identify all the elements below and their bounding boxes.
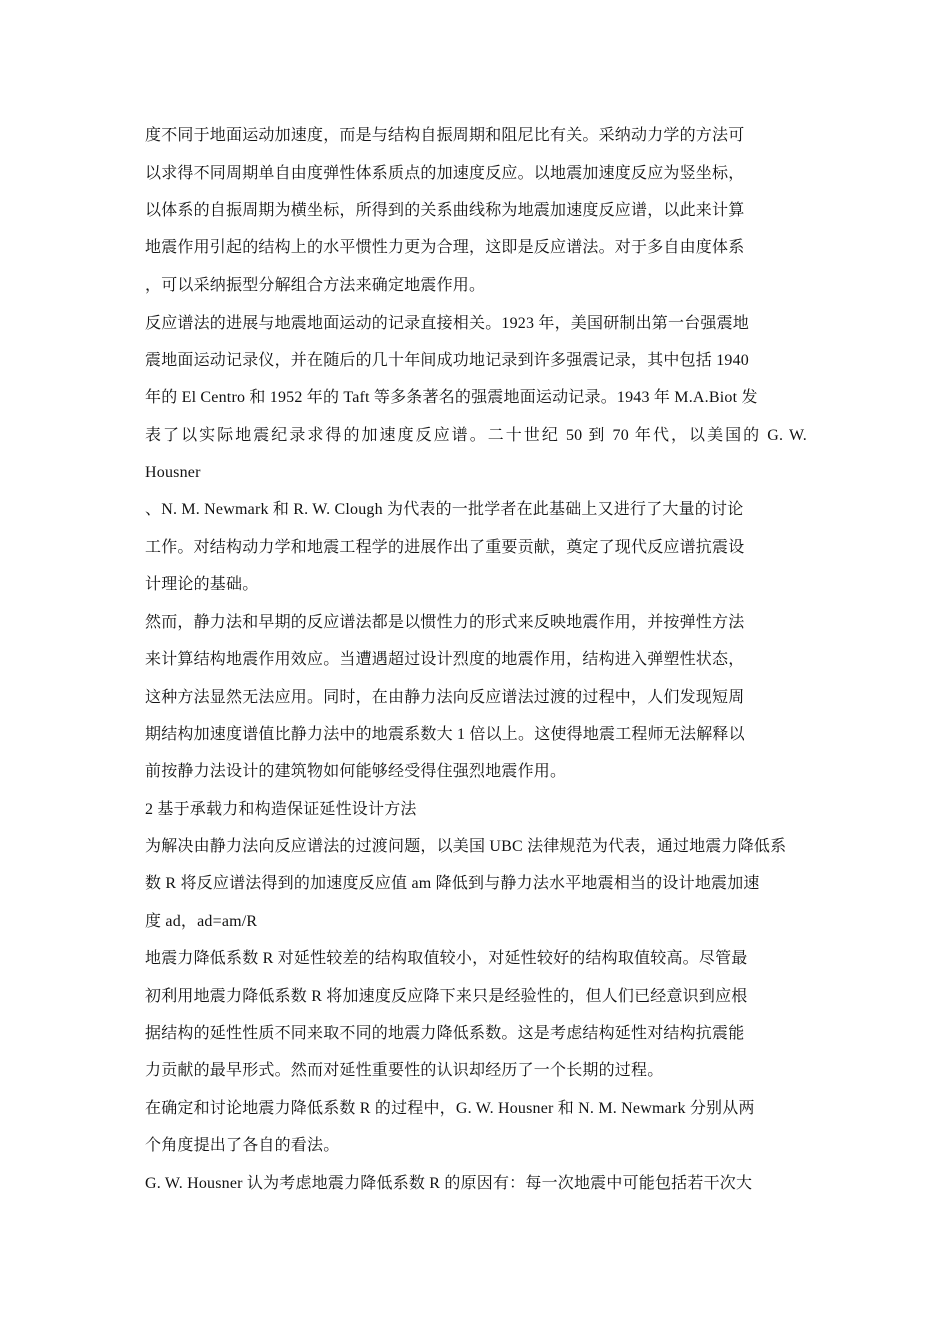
text-line: 表了以实际地震纪录求得的加速度反应谱。二十世纪 50 到 70 年代，以美国的 G. W. [145,427,807,444]
text-line: 震地面运动记录仪，并在随后的几十年间成功地记录到许多强震记录，其中包括 1940 [145,352,750,369]
text-line: ，可以采纳振型分解组合方法来确定地震作用。 [145,277,486,294]
text-line: 个角度提出了各自的看法。 [145,1137,340,1154]
text-line: 在确定和讨论地震力降低系数 R 的过程中，G. W. Housner 和 N. M. Newmark 分别从两 [145,1100,755,1117]
text-line: 据结构的延性性质不同来取不同的地震力降低系数。这是考虑结构延性对结构抗震能 [145,1025,745,1042]
text-line: 以求得不同周期单自由度弹性体系质点的加速度反应。以地震加速度反应为竖坐标， [145,165,745,182]
text-line: 为解决由静力法向反应谱法的过渡问题，以美国 UBC 法律规范为代表，通过地震力降低系 [145,838,787,855]
text-line: 反应谱法的进展与地震地面运动的记录直接相关。1923 年，美国研制出第一台强震地 [145,315,750,332]
text-line: 度不同于地面运动加速度，而是与结构自振周期和阻尼比有关。采纳动力学的方法可 [145,127,745,144]
text-line: 以体系的自振周期为横坐标，所得到的关系曲线称为地震加速度反应谱，以此来计算 [145,202,745,219]
text-line: 工作。对结构动力学和地震工程学的进展作出了重要贡献，奠定了现代反应谱抗震设 [145,539,745,556]
text-line: 然而，静力法和早期的反应谱法都是以惯性力的形式来反映地震作用，并按弹性方法 [145,614,745,631]
text-line: Housner [145,464,201,481]
text-line: 地震作用引起的结构上的水平惯性力更为合理，这即是反应谱法。对于多自由度体系 [145,239,745,256]
text-line: 来计算结构地震作用效应。当遭遇超过设计烈度的地震作用，结构进入弹塑性状态， [145,651,745,668]
text-line: 前按静力法设计的建筑物如何能够经受得住强烈地震作用。 [145,763,567,780]
text-line: G. W. Housner 认为考虑地震力降低系数 R 的原因有：每一次地震中可能包括若干次大 [145,1175,753,1192]
text-line: 初利用地震力降低系数 R 将加速度反应降下来只是经验性的，但人们已经意识到应根 [145,988,748,1005]
text-line: 力贡献的最早形式。然而对延性重要性的认识却经历了一个长期的过程。 [145,1062,664,1079]
text-line: 、N. M. Newmark 和 R. W. Clough 为代表的一批学者在此基础上又进行了大量的讨论 [145,501,744,518]
text-line: 度 ad，ad=am/R [145,913,258,930]
section-heading: 2 基于承载力和构造保证延性设计方法 [145,801,417,818]
text-line: 期结构加速度谱值比静力法中的地震系数大 1 倍以上。这使得地震工程师无法解释以 [145,726,745,743]
text-line: 这种方法显然无法应用。同时，在由静力法向反应谱法过渡的过程中，人们发现短周 [145,689,745,706]
text-line: 地震力降低系数 R 对延性较差的结构取值较小，对延性较好的结构取值较高。尽管最 [145,950,748,967]
text-line: 数 R 将反应谱法得到的加速度反应值 am 降低到与静力法水平地震相当的设计地震加速 [145,875,760,892]
text-line: 年的 El Centro 和 1952 年的 Taft 等多条著名的强震地面运动记录。1943 年 M.A.Biot 发 [145,389,758,406]
text-line: 计理论的基础。 [145,576,259,593]
